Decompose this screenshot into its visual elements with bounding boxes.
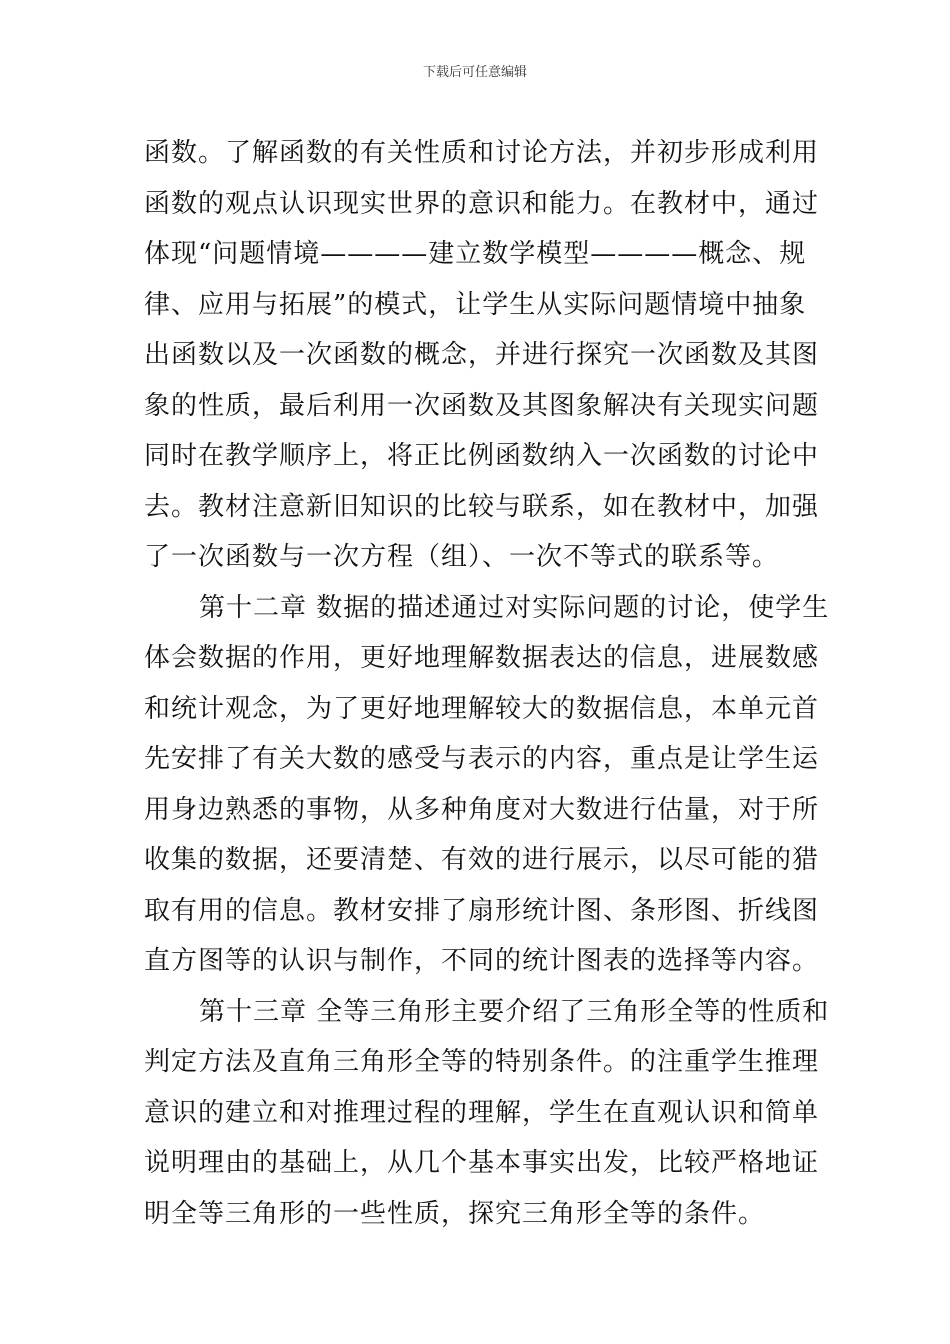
text-line: 体会数据的作用，更好地理解数据表达的信息，进展数感	[144, 643, 820, 673]
text-line: 说明理由的基础上，从几个基本事实出发，比较严格地证	[144, 1148, 820, 1178]
text-line: 明全等三角形的一些性质，探究三角形全等的条件。	[144, 1198, 766, 1229]
text-line: 去。教材注意新旧知识的比较与联系，如在教材中，加强	[144, 491, 820, 522]
text-line: 律、应用与拓展”的模式，让学生从实际问题情境中抽象	[144, 289, 807, 320]
text-line: 直方图等的认识与制作，不同的统计图表的选择等内容。	[144, 946, 820, 976]
text-line: 了一次函数与一次方程（组）、一次不等式的联系等。	[144, 542, 780, 572]
text-line: 意识的建立和对推理过程的理解，学生在直观认识和简单	[144, 1097, 820, 1128]
text-line: 体现“问题情境————建立数学模型————概念、规	[144, 239, 807, 269]
text-line: 象的性质，最后利用一次函数及其图象解决有关现实问题	[144, 390, 820, 421]
text-line: 同时在教学顺序上，将正比例函数纳入一次函数的讨论中	[144, 441, 820, 471]
text-line: 先安排了有关大数的感受与表示的内容，重点是让学生运	[144, 744, 820, 774]
text-line: 和统计观念，为了更好地理解较大的数据信息，本单元首	[144, 693, 820, 724]
text-line: 收集的数据，还要清楚、有效的进行展示，以尽可能的猎	[144, 845, 820, 875]
text-line: 第十二章 数据的描述通过对实际问题的讨论，使学生	[199, 592, 830, 623]
text-line: 第十三章 全等三角形主要介绍了三角形全等的性质和	[199, 996, 830, 1027]
text-line: 函数的观点认识现实世界的意识和能力。在教材中，通过	[144, 188, 820, 219]
page-header-note: 下载后可任意编辑	[422, 65, 527, 80]
text-line: 判定方法及直角三角形全等的特别条件。的注重学生推理	[144, 1047, 820, 1077]
text-line: 出函数以及一次函数的概念，并进行探究一次函数及其图	[144, 340, 820, 370]
text-line: 用身边熟悉的事物，从多种角度对大数进行估量，对于所	[144, 794, 820, 825]
text-line: 取有用的信息。教材安排了扇形统计图、条形图、折线图	[144, 895, 820, 926]
text-line: 函数。了解函数的有关性质和讨论方法，并初步形成利用	[144, 138, 820, 168]
